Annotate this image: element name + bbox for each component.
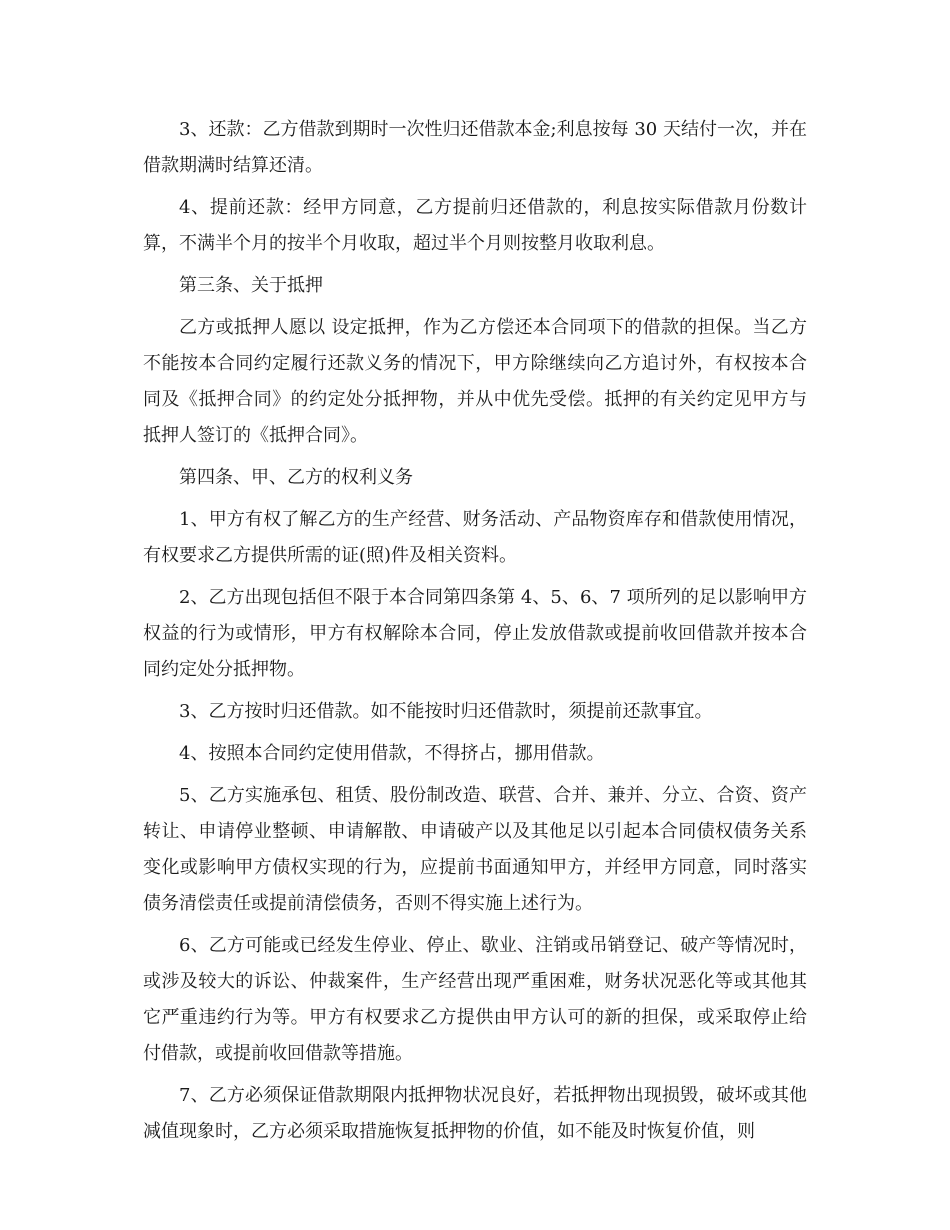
paragraph-right-4: 4、按照本合同约定使用借款，不得挤占，挪用借款。 [179,743,605,764]
paragraph-right-2: 2、乙方出现包括但不限于本合同第四条第 4、5、6、7 项所列的足以影响甲方权益的行为或情形，甲方有权解除本合同，停止发放借款或提前收回借款并按本合同约定处分抵押物。 [143,587,807,680]
paragraph-right-6: 6、乙方可能或已经发生停业、停止、歇业、注销或吊销登记、破产等情况时，或涉及较大的诉讼、仲裁案件，生产经营出现严重困难，财务状况恶化等或其他其它严重违约行为等。甲方有权要求乙方提供由甲方认可的新的担保，或采取停止给付借款，或提前收回借款等措施。 [143,935,807,1064]
paragraph-right-1: 1、甲方有权了解乙方的生产经营、财务活动、产品物资库存和借款使用情况，有权要求乙方提供所需的证(照)件及相关资料。 [143,509,807,566]
paragraph-early-repayment: 4、提前还款：经甲方同意，乙方提前归还借款的，利息按实际借款月份数计算，不满半个月的按半个月收取，超过半个月则按整月收取利息。 [143,197,807,254]
heading-article-3: 第三条、关于抵押 [179,275,323,296]
paragraph-right-5: 5、乙方实施承包、租赁、股份制改造、联营、合并、兼并、分立、合资、资产转让、申请停业整顿、申请解散、申请破产以及其他足以引起本合同债权债务关系变化或影响甲方债权实现的行为，应提前书面通知甲方，并经甲方同意，同时落实债务清偿责任或提前清偿债务，否则不得实施上述行为。 [143,785,807,914]
paragraph-right-3: 3、乙方按时归还借款。如不能按时归还借款时，须提前还款事宜。 [179,701,713,722]
paragraph-repayment: 3、还款：乙方借款到期时一次性归还借款本金;利息按每 30 天结付一次，并在借款期满时结算还清。 [143,119,807,176]
heading-article-4: 第四条、甲、乙方的权利义务 [179,467,413,488]
paragraph-right-7: 7、乙方必须保证借款期限内抵押物状况良好，若抵押物出现损毁，破坏或其他减值现象时，乙方必须采取措施恢复抵押物的价值，如不能及时恢复价值，则 [143,1085,807,1142]
paragraph-mortgage: 乙方或抵押人愿以 设定抵押，作为乙方偿还本合同项下的借款的担保。当乙方不能按本合同约定履行还款义务的情况下，甲方除继续向乙方追讨外，有权按本合同及《抵押合同》的约定处分抵押物，并从中优先受偿。抵押的有关约定见甲方与抵押人签订的《抵押合同》。 [143,317,807,446]
document-body [143,112,807,1150]
